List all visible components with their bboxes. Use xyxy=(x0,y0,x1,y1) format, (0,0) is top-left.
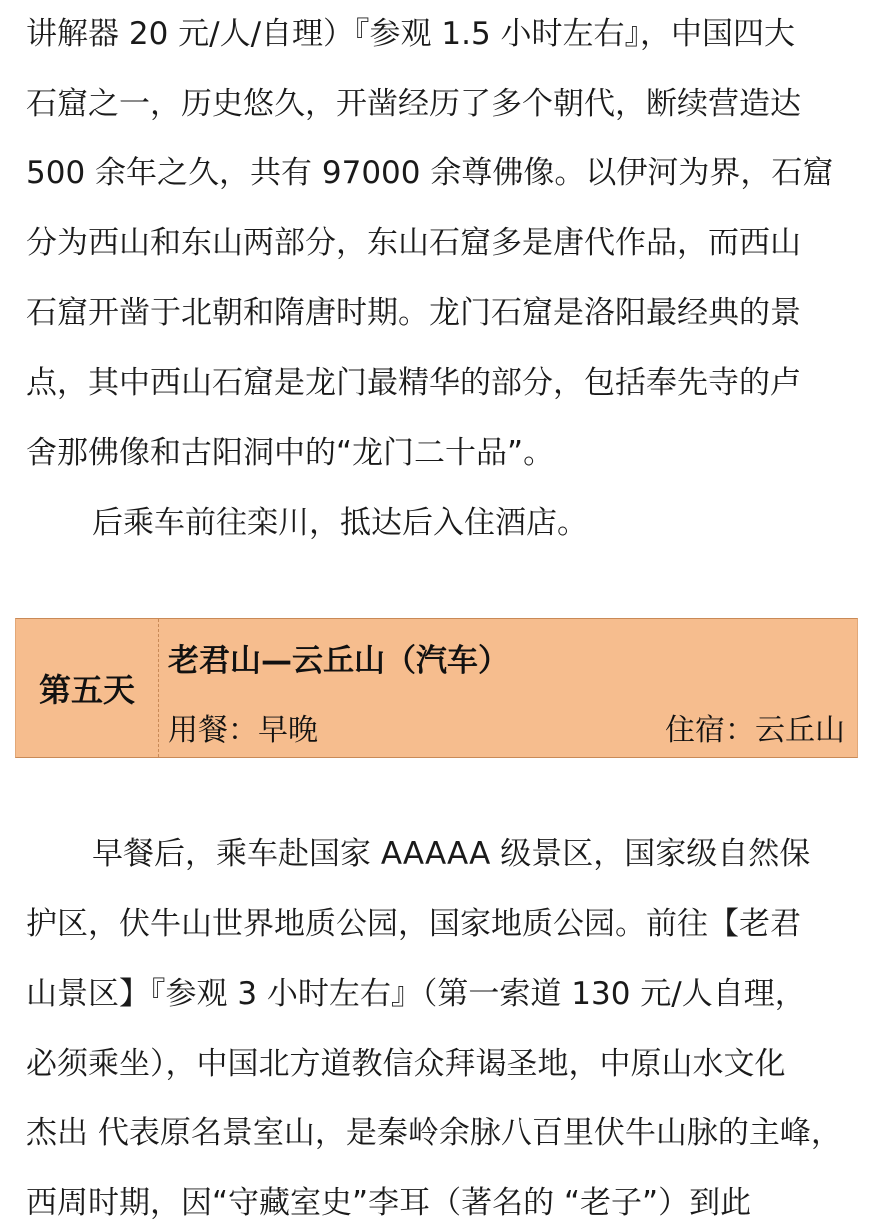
day-header-box xyxy=(15,618,858,758)
text-line: 必须乘坐），中国北方道教信众拜谒圣地，中原山水文化 xyxy=(26,1046,786,1082)
text-line: 500 余年之久，共有 97000 余尊佛像。以伊河为界，石窟 xyxy=(26,155,834,191)
text-line: 分为西山和东山两部分，东山石窟多是唐代作品，而西山 xyxy=(26,225,801,261)
text-line: 后乘车前往栾川，抵达后入住酒店。 xyxy=(92,505,588,541)
day-route-title: 老君山—云丘山（汽车） xyxy=(168,643,509,679)
day-meals-info: 用餐：早晚 xyxy=(168,713,318,748)
text-line: 石窟之一，历史悠久，开凿经历了多个朝代，断续营造达 xyxy=(26,86,801,122)
day-accommodation-info: 住宿：云丘山 xyxy=(665,713,845,748)
text-line: 山景区】『参观 3 小时左右』（第一索道 130 元/人自理， xyxy=(26,976,806,1012)
text-line: 西周时期，因“守藏室史”李耳（著名的 “老子”）到此 xyxy=(26,1185,752,1221)
text-line: 护区，伏牛山世界地质公园，国家地质公园。前往【老君 xyxy=(26,906,801,942)
text-line: 舍那佛像和古阳洞中的“龙门二十品”。 xyxy=(26,435,555,471)
day-number-label: 第五天 xyxy=(16,619,159,757)
text-line: 讲解器 20 元/人/自理）『参观 1.5 小时左右』，中国四大 xyxy=(26,16,796,52)
text-line: 点，其中西山石窟是龙门最精华的部分，包括奉先寺的卢 xyxy=(26,365,801,401)
text-line: 石窟开凿于北朝和隋唐时期。龙门石窟是洛阳最经典的景 xyxy=(26,295,801,331)
text-line: 早餐后，乘车赴国家 AAAAA 级景区，国家级自然保 xyxy=(92,836,811,872)
text-line: 杰出 代表原名景室山，是秦岭余脉八百里伏牛山脉的主峰， xyxy=(26,1115,842,1151)
